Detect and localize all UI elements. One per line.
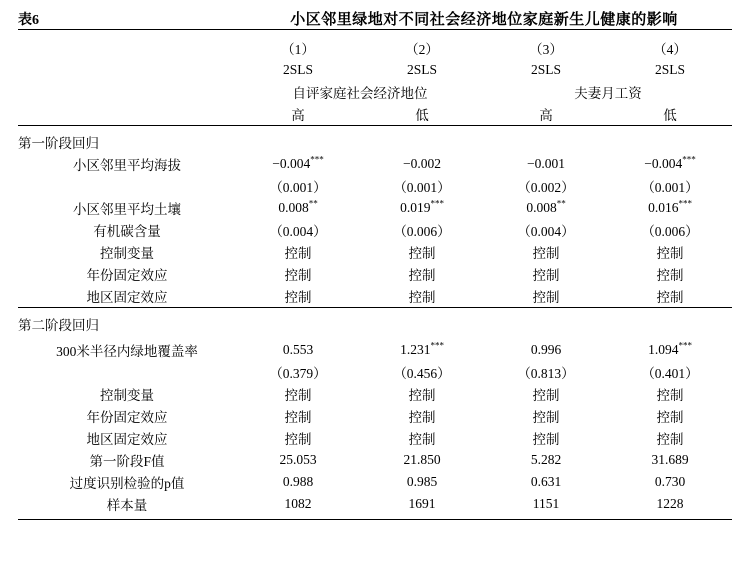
table-row (18, 383, 732, 405)
cell-se: （0.456） (393, 366, 451, 381)
cell-value: 控制 (532, 246, 560, 261)
row-label-region-fe-2: 地区固定效应 (86, 432, 168, 447)
cell-value: 控制 (408, 410, 436, 425)
cell-value: 0.730 (654, 474, 686, 489)
row-label-year-fe-2: 年份固定效应 (86, 410, 168, 425)
empty-corner-3 (18, 81, 236, 103)
table-row-se (18, 361, 732, 383)
cell-se: （0.001） (641, 180, 699, 195)
cell-se: （0.006） (393, 224, 451, 239)
cell-value: 控制 (284, 410, 312, 425)
row-label-overid-p: 过度识别检验的p值 (69, 476, 185, 491)
row-label-soil-line1: 小区邻里平均土壤 (73, 202, 181, 217)
cell-value: 0.996 (530, 342, 562, 357)
column-method-row (18, 59, 732, 81)
cell-se: （0.004） (517, 224, 575, 239)
row-label-year-fe: 年份固定效应 (86, 268, 168, 283)
column-method-3: 2SLS (530, 62, 561, 77)
cell-value: 0.985 (406, 474, 438, 489)
cell-value: 控制 (408, 432, 436, 447)
cell-value: 控制 (408, 268, 436, 283)
cell-value: 1228 (656, 496, 684, 511)
empty-corner (18, 37, 236, 59)
table-row-se (18, 175, 732, 197)
column-method-4: 2SLS (654, 62, 685, 77)
empty-corner-2 (18, 59, 236, 81)
table-title-row (18, 8, 732, 29)
cell-value: 0.988 (282, 474, 314, 489)
table-row (18, 153, 732, 175)
sub-header-4: 低 (663, 108, 677, 123)
cell-se: （0.401） (641, 366, 699, 381)
cell-value: 控制 (284, 268, 312, 283)
column-number-row (18, 37, 732, 59)
rule-bottom (18, 519, 732, 520)
row-label-greencover: 300米半径内绿地覆盖率 (56, 344, 198, 359)
section-header-second-stage (18, 312, 732, 335)
cell-value: 控制 (284, 432, 312, 447)
table-row (18, 241, 732, 263)
row-label-first-stage-f: 第一阶段F值 (89, 454, 165, 469)
group-header-row (18, 81, 732, 103)
cell-se: （0.002） (517, 180, 575, 195)
cell-value: 控制 (656, 410, 684, 425)
cell-value: 31.689 (651, 452, 689, 467)
cell-value: −0.001 (527, 156, 565, 171)
cell-value: 控制 (532, 410, 560, 425)
cell-value: 控制 (284, 290, 312, 305)
cell-value: 1.094*** (648, 340, 692, 357)
section-header-first-stage (18, 130, 732, 153)
table-title: 小区邻里绿地对不同社会经济地位家庭新生儿健康的影响 (290, 12, 678, 28)
row-label-altitude: 小区邻里平均海拔 (73, 158, 181, 173)
cell-se: （0.001） (269, 180, 327, 195)
sub-header-2: 低 (415, 108, 429, 123)
table-row-se (18, 219, 732, 241)
cell-value: 5.282 (530, 452, 562, 467)
column-method-2: 2SLS (406, 62, 437, 77)
cell-se: （0.006） (641, 224, 699, 239)
row-label-controls: 控制变量 (100, 246, 154, 261)
spacer (18, 30, 732, 38)
sub-header-3: 高 (539, 108, 553, 123)
row-label-sample-size: 样本量 (106, 498, 148, 513)
section-title: 第二阶段回归 (18, 317, 99, 333)
column-number-3: （3） (529, 42, 563, 57)
column-number-1: （1） (281, 42, 315, 57)
cell-value: 控制 (284, 388, 312, 403)
cell-value: 控制 (532, 290, 560, 305)
table-row (18, 405, 732, 427)
cell-value: 控制 (656, 268, 684, 283)
cell-value: 控制 (532, 268, 560, 283)
table-row (18, 263, 732, 285)
cell-se: （0.004） (269, 224, 327, 239)
cell-value: 控制 (532, 388, 560, 403)
table-row (18, 471, 732, 493)
table-row (18, 449, 732, 471)
cell-value: 0.016*** (648, 198, 692, 215)
sub-header-1: 高 (291, 108, 305, 123)
section-title: 第一阶段回归 (18, 135, 99, 151)
cell-value: 控制 (408, 388, 436, 403)
cell-value: 控制 (284, 246, 312, 261)
cell-se: （0.813） (517, 366, 575, 381)
empty-corner-4 (18, 103, 236, 125)
cell-value: 控制 (408, 290, 436, 305)
column-method-1: 2SLS (282, 62, 313, 77)
cell-value: 1082 (284, 496, 312, 511)
cell-value: 1691 (408, 496, 436, 511)
table-container (18, 8, 732, 520)
row-label-region-fe: 地区固定效应 (86, 290, 168, 305)
cell-value: 21.850 (403, 452, 441, 467)
row-label-empty (18, 175, 236, 197)
cell-value: 25.053 (279, 452, 317, 467)
row-label-empty (18, 361, 236, 383)
table-row (18, 339, 732, 361)
cell-se: （0.001） (393, 180, 451, 195)
table-row (18, 197, 732, 219)
sub-header-row (18, 103, 732, 125)
cell-value: 1151 (532, 496, 560, 511)
results-table (18, 8, 732, 520)
cell-value: 0.008** (526, 198, 566, 215)
cell-value: 1.231*** (400, 340, 444, 357)
cell-value: 控制 (656, 432, 684, 447)
cell-value: −0.004*** (644, 154, 696, 171)
group-header-2: 夫妻月工资 (574, 86, 642, 101)
cell-value: 0.553 (282, 342, 314, 357)
cell-value: −0.004*** (272, 154, 324, 171)
column-number-2: （2） (405, 42, 439, 57)
cell-value: 控制 (656, 290, 684, 305)
group-header-1: 自评家庭社会经济地位 (292, 86, 428, 101)
cell-value: 控制 (408, 246, 436, 261)
table-number: 表6 (18, 12, 39, 28)
cell-value: 0.008** (278, 198, 318, 215)
cell-value: 控制 (656, 246, 684, 261)
table-row (18, 427, 732, 449)
table-row (18, 285, 732, 307)
row-label-soil-line2: 有机碳含量 (93, 224, 161, 239)
column-number-4: （4） (653, 42, 687, 57)
cell-value: 0.631 (530, 474, 562, 489)
row-label-controls-2: 控制变量 (100, 388, 154, 403)
cell-value: 控制 (656, 388, 684, 403)
cell-value: 0.019*** (400, 198, 444, 215)
cell-value: −0.002 (403, 156, 441, 171)
cell-se: （0.379） (269, 366, 327, 381)
table-row (18, 493, 732, 515)
cell-value: 控制 (532, 432, 560, 447)
